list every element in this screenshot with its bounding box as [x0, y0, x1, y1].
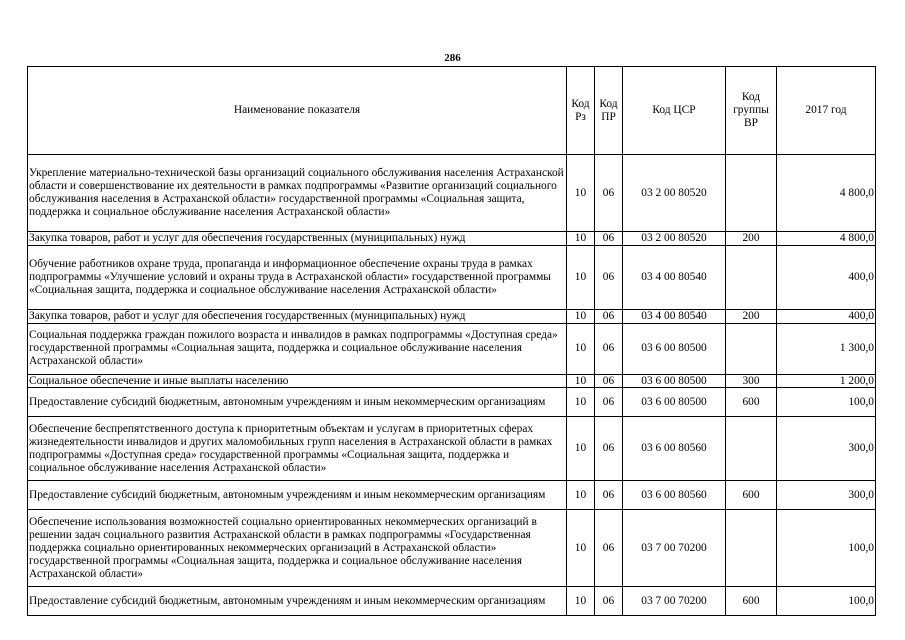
row-amount: 4 800,0: [777, 155, 876, 232]
row-pr: 06: [595, 323, 623, 374]
row-csr: 03 2 00 80520: [623, 232, 726, 246]
table-row: [28, 481, 876, 510]
row-pr: 06: [595, 232, 623, 246]
row-rz: 10: [567, 388, 595, 417]
table-row: [28, 587, 876, 616]
header-rz: Код Рз: [567, 67, 595, 155]
row-rz: 10: [567, 374, 595, 388]
row-csr: 03 6 00 80500: [623, 374, 726, 388]
row-vr: [726, 510, 777, 587]
row-rz: 10: [567, 155, 595, 232]
row-pr: 06: [595, 481, 623, 510]
row-csr: 03 4 00 80540: [623, 309, 726, 323]
row-name: Закупка товаров, работ и услуг для обеспечения государственных (муниципальных) нужд: [28, 309, 567, 323]
row-pr: 06: [595, 417, 623, 481]
table-row: [28, 309, 876, 323]
row-pr: 06: [595, 587, 623, 616]
row-csr: 03 4 00 80540: [623, 245, 726, 309]
table-row: [28, 388, 876, 417]
row-amount: 400,0: [777, 245, 876, 309]
page-number: 286: [444, 52, 461, 64]
row-pr: 06: [595, 155, 623, 232]
row-name: Социальное обеспечение и иные выплаты населению: [28, 374, 567, 388]
row-pr: 06: [595, 510, 623, 587]
row-csr: 03 7 00 70200: [623, 587, 726, 616]
row-rz: 10: [567, 481, 595, 510]
row-rz: 10: [567, 245, 595, 309]
row-rz: 10: [567, 309, 595, 323]
row-vr: [726, 155, 777, 232]
row-vr: 600: [726, 587, 777, 616]
header-csr: Код ЦСР: [623, 67, 726, 155]
row-vr: 300: [726, 374, 777, 388]
row-name: Предоставление субсидий бюджетным, автономным учреждениям и иным некоммерческим организациям: [28, 388, 567, 417]
row-csr: 03 6 00 80500: [623, 388, 726, 417]
row-vr: 600: [726, 388, 777, 417]
row-vr: [726, 417, 777, 481]
row-name: Обучение работников охране труда, пропаганда и информационное обеспечение охраны труда в рамках подпрограммы «Улучшение условий и охраны труда в Астраханской области» государственной программы «Социальная защита, поддержка и социальное обслуживание населения Астраханской области»: [28, 245, 567, 309]
row-vr: 600: [726, 481, 777, 510]
row-amount: 300,0: [777, 481, 876, 510]
row-csr: 03 6 00 80560: [623, 417, 726, 481]
table-row: [28, 232, 876, 246]
row-name: Социальная поддержка граждан пожилого возраста и инвалидов в рамках подпрограммы «Доступная среда» государственной программы «Социальная защита, поддержка и социальное обслуживание населения Астраханской области»: [28, 323, 567, 374]
row-vr: [726, 323, 777, 374]
row-vr: 200: [726, 232, 777, 246]
row-name: Укрепление материально-технической базы организаций социального обслуживания населения Астраханской области и совершенствование их деятельности в рамках подпрограммы «Развитие организаций социального обслуживания населения в Астраханской области» государственной программы «Социальная защита, поддержка и социальное обслуживание населения Астраханской области»: [28, 155, 567, 232]
header-pr: Код ПР: [595, 67, 623, 155]
row-amount: 300,0: [777, 417, 876, 481]
row-name: Предоставление субсидий бюджетным, автономным учреждениям и иным некоммерческим организациям: [28, 481, 567, 510]
row-rz: 10: [567, 587, 595, 616]
row-amount: 1 200,0: [777, 374, 876, 388]
table-row: [28, 510, 876, 587]
header-name: Наименование показателя: [28, 67, 567, 155]
row-csr: 03 6 00 80500: [623, 323, 726, 374]
row-vr: 200: [726, 309, 777, 323]
header-vr: Код группы ВР: [726, 67, 777, 155]
table-header-row: [28, 67, 876, 155]
row-amount: 1 300,0: [777, 323, 876, 374]
row-pr: 06: [595, 245, 623, 309]
row-rz: 10: [567, 323, 595, 374]
row-pr: 06: [595, 388, 623, 417]
row-rz: 10: [567, 417, 595, 481]
row-name: Обеспечение использования возможностей социально ориентированных некоммерческих организаций в решении задач социального развития Астраханской области в рамках подпрограммы «Государственная поддержка социально ориентированных некоммерческих организаций в Астраханской области» государственной программы «Социальная защита, поддержка и социальное обслуживание населения Астраханской области»: [28, 510, 567, 587]
row-csr: 03 2 00 80520: [623, 155, 726, 232]
row-amount: 100,0: [777, 510, 876, 587]
row-csr: 03 6 00 80560: [623, 481, 726, 510]
row-pr: 06: [595, 374, 623, 388]
header-year: 2017 год: [777, 67, 876, 155]
budget-table: [27, 66, 876, 616]
table-row: [28, 374, 876, 388]
row-amount: 100,0: [777, 587, 876, 616]
row-csr: 03 7 00 70200: [623, 510, 726, 587]
row-vr: [726, 245, 777, 309]
row-amount: 400,0: [777, 309, 876, 323]
row-name: Закупка товаров, работ и услуг для обеспечения государственных (муниципальных) нужд: [28, 232, 567, 246]
row-name: Предоставление субсидий бюджетным, автономным учреждениям и иным некоммерческим организациям: [28, 587, 567, 616]
row-name: Обеспечение беспрепятственного доступа к приоритетным объектам и услугам в приоритетных сферах жизнедеятельности инвалидов и других маломобильных групп населения в Астраханской области в рамках подпрограммы «Доступная среда» государственной программы «Социальная защита, поддержка и социальное обслуживание населения Астраханской области»: [28, 417, 567, 481]
row-amount: 4 800,0: [777, 232, 876, 246]
table-row: [28, 245, 876, 309]
table-row: [28, 417, 876, 481]
row-rz: 10: [567, 232, 595, 246]
table-row: [28, 323, 876, 374]
table-row: [28, 155, 876, 232]
row-pr: 06: [595, 309, 623, 323]
row-rz: 10: [567, 510, 595, 587]
row-amount: 100,0: [777, 388, 876, 417]
